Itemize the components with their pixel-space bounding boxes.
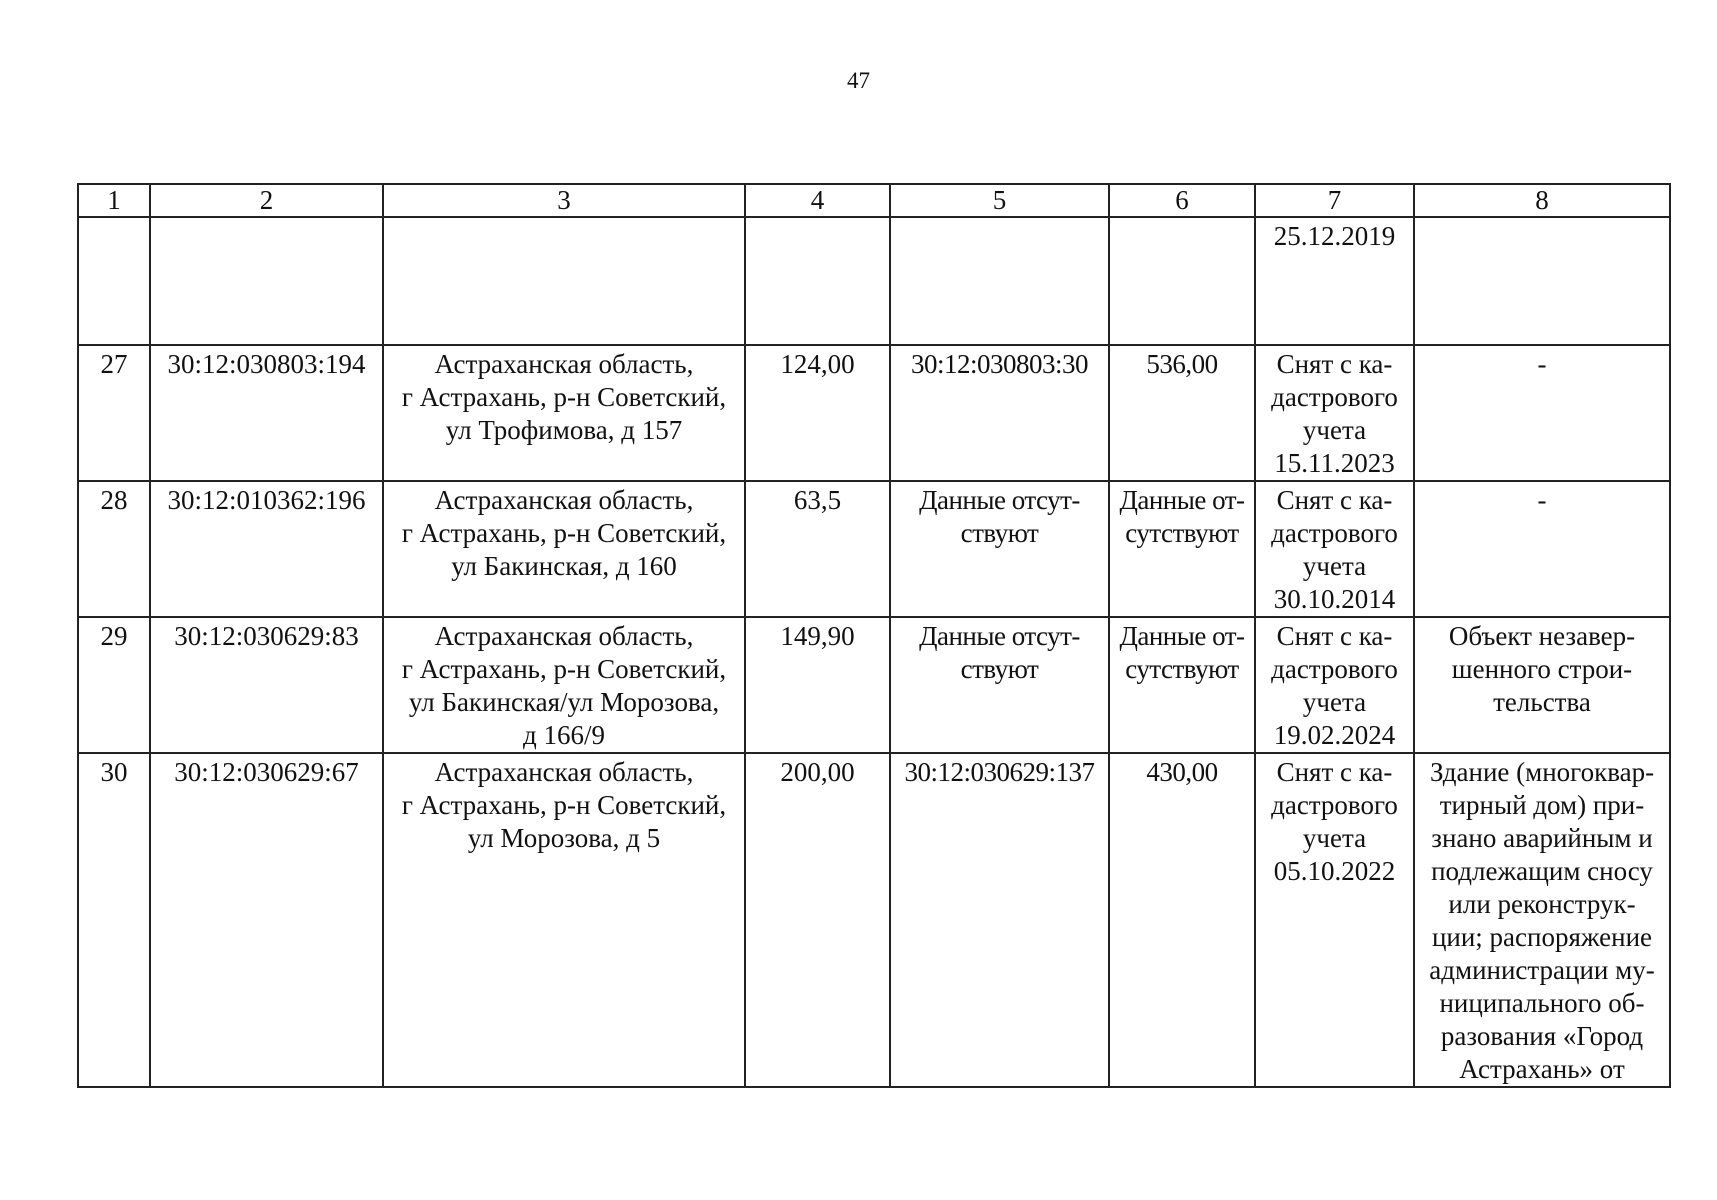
cell-line: ниципального об-: [1439, 988, 1645, 1018]
land-area-cell: [1109, 217, 1255, 345]
cell-line: 19.02.2024: [1273, 720, 1396, 750]
cell-line: ул Трофимова, д 157: [445, 415, 683, 445]
table-row: [78, 345, 1670, 481]
status-cell: [1255, 753, 1414, 1087]
note-cell: [1414, 345, 1670, 481]
cell-line: учета: [1302, 415, 1367, 445]
column-header: 2: [150, 184, 383, 217]
cell-line: 28: [100, 485, 128, 515]
cell-line: ции; распоряжение: [1431, 922, 1653, 952]
cell-line: 536,00: [1146, 349, 1218, 379]
table-header-row: [78, 184, 1670, 217]
registry-table: [77, 183, 1671, 1088]
note-cell: [1414, 753, 1670, 1087]
table-row: [78, 217, 1670, 345]
land-area-cell: [1109, 753, 1255, 1087]
column-header: 6: [1109, 184, 1255, 217]
cell-line: или реконструк-: [1448, 889, 1636, 919]
status-cell: [1255, 481, 1414, 617]
cell-line: -: [1537, 349, 1547, 379]
cadastral-number-cell: [150, 617, 383, 753]
cell-line: Астрахань» от: [1459, 1054, 1625, 1084]
table-row: [78, 617, 1670, 753]
cell-line: тельства: [1493, 687, 1591, 717]
address-cell: [383, 481, 745, 617]
cell-line: 30:12:030629:137: [904, 757, 1095, 787]
cell-line: Данные отсут-: [919, 621, 1080, 651]
cell-line: 27: [100, 349, 128, 379]
cell-line: Здание (многоквар-: [1429, 757, 1655, 787]
cell-line: г Астрахань, р-н Советский,: [401, 382, 727, 412]
cell-line: 200,00: [780, 757, 855, 787]
cell-line: 63,5: [793, 485, 842, 515]
land-area-cell: [1109, 345, 1255, 481]
area-cell: [745, 617, 890, 753]
cell-line: сутствуют: [1125, 518, 1239, 548]
address-cell: [383, 345, 745, 481]
address-cell: [383, 217, 745, 345]
cell-line: Данные от-: [1119, 621, 1245, 651]
cell-line: ствуют: [960, 518, 1039, 548]
table-row: [78, 481, 1670, 617]
cell-line: учета: [1302, 687, 1367, 717]
land-cadastral-cell: [890, 481, 1109, 617]
cell-line: 30:12:030803:30: [910, 349, 1088, 379]
area-cell: [745, 217, 890, 345]
cell-line: Снят с ка-: [1276, 485, 1393, 515]
cell-line: Снят с ка-: [1276, 757, 1393, 787]
cell-line: шенного строи-: [1451, 654, 1633, 684]
cell-line: 30:12:010362:196: [167, 485, 366, 515]
cell-line: д 166/9: [523, 720, 605, 750]
cadastral-number-cell: [150, 217, 383, 345]
note-cell: [1414, 617, 1670, 753]
status-cell: [1255, 345, 1414, 481]
cell-line: тирный дом) при-: [1439, 790, 1645, 820]
cell-line: учета: [1302, 823, 1367, 853]
column-header: 8: [1414, 184, 1670, 217]
table-body: [78, 217, 1670, 1087]
address-cell: [383, 753, 745, 1087]
cell-line: разования «Город: [1440, 1021, 1644, 1051]
row-number-cell: [78, 753, 150, 1087]
row-number-cell: [78, 345, 150, 481]
note-cell: [1414, 217, 1670, 345]
page-number: 47: [847, 68, 870, 93]
column-header: 3: [383, 184, 745, 217]
column-header: 4: [745, 184, 890, 217]
cell-line: ствуют: [960, 654, 1039, 684]
cell-line: -: [1537, 485, 1547, 515]
cell-line: Астраханская область,: [434, 757, 694, 787]
cell-line: учета: [1302, 551, 1367, 581]
cell-line: дастрового: [1271, 654, 1398, 684]
cell-line: 30:12:030803:194: [167, 349, 366, 379]
cell-line: Снят с ка-: [1276, 621, 1393, 651]
cell-line: знано аварийным и: [1431, 823, 1653, 853]
land-cadastral-cell: [890, 753, 1109, 1087]
cell-line: ул Бакинская, д 160: [451, 551, 677, 581]
land-cadastral-cell: [890, 217, 1109, 345]
cell-line: Астраханская область,: [434, 349, 694, 379]
column-header: 5: [890, 184, 1109, 217]
cell-line: 30.10.2014: [1273, 584, 1396, 614]
row-number-cell: [78, 481, 150, 617]
cell-line: Астраханская область,: [434, 621, 694, 651]
cadastral-number-cell: [150, 481, 383, 617]
cell-line: 30:12:030629:67: [174, 757, 359, 787]
area-cell: [745, 753, 890, 1087]
cell-line: администрации му-: [1429, 955, 1655, 985]
cell-line: 124,00: [780, 349, 855, 379]
cell-line: 30:12:030629:83: [174, 621, 359, 651]
cell-line: сутствуют: [1125, 654, 1239, 684]
cell-line: 25.12.2019: [1273, 221, 1396, 251]
cell-line: Данные от-: [1119, 485, 1245, 515]
cell-line: дастрового: [1271, 518, 1398, 548]
cell-line: 430,00: [1146, 757, 1218, 787]
cell-line: дастрового: [1271, 382, 1398, 412]
cell-line: Данные отсут-: [919, 485, 1080, 515]
land-area-cell: [1109, 617, 1255, 753]
area-cell: [745, 345, 890, 481]
cell-line: Астраханская область,: [434, 485, 694, 515]
land-cadastral-cell: [890, 345, 1109, 481]
cell-line: г Астрахань, р-н Советский,: [401, 654, 727, 684]
row-number-cell: [78, 617, 150, 753]
table-row: [78, 753, 1670, 1087]
land-cadastral-cell: [890, 617, 1109, 753]
cell-line: ул Бакинская/ул Морозова,: [408, 687, 720, 717]
cell-line: подлежащим сносу: [1431, 856, 1653, 886]
cell-line: г Астрахань, р-н Советский,: [401, 790, 727, 820]
area-cell: [745, 481, 890, 617]
cadastral-number-cell: [150, 753, 383, 1087]
cell-line: Объект незавер-: [1448, 621, 1636, 651]
cell-line: ул Морозова, д 5: [467, 823, 661, 853]
cell-line: 30: [100, 757, 128, 787]
cell-line: 149,90: [780, 621, 855, 651]
address-cell: [383, 617, 745, 753]
cell-line: г Астрахань, р-н Советский,: [401, 518, 727, 548]
cell-line: 29: [100, 621, 128, 651]
cell-line: 15.11.2023: [1274, 448, 1395, 478]
cell-line: дастрового: [1271, 790, 1398, 820]
cell-line: 05.10.2022: [1273, 856, 1396, 886]
cell-line: Снят с ка-: [1276, 349, 1393, 379]
land-area-cell: [1109, 481, 1255, 617]
note-cell: [1414, 481, 1670, 617]
status-cell: [1255, 617, 1414, 753]
column-header: 1: [78, 184, 150, 217]
row-number-cell: [78, 217, 150, 345]
cadastral-number-cell: [150, 345, 383, 481]
status-cell: [1255, 217, 1414, 345]
column-header: 7: [1255, 184, 1414, 217]
